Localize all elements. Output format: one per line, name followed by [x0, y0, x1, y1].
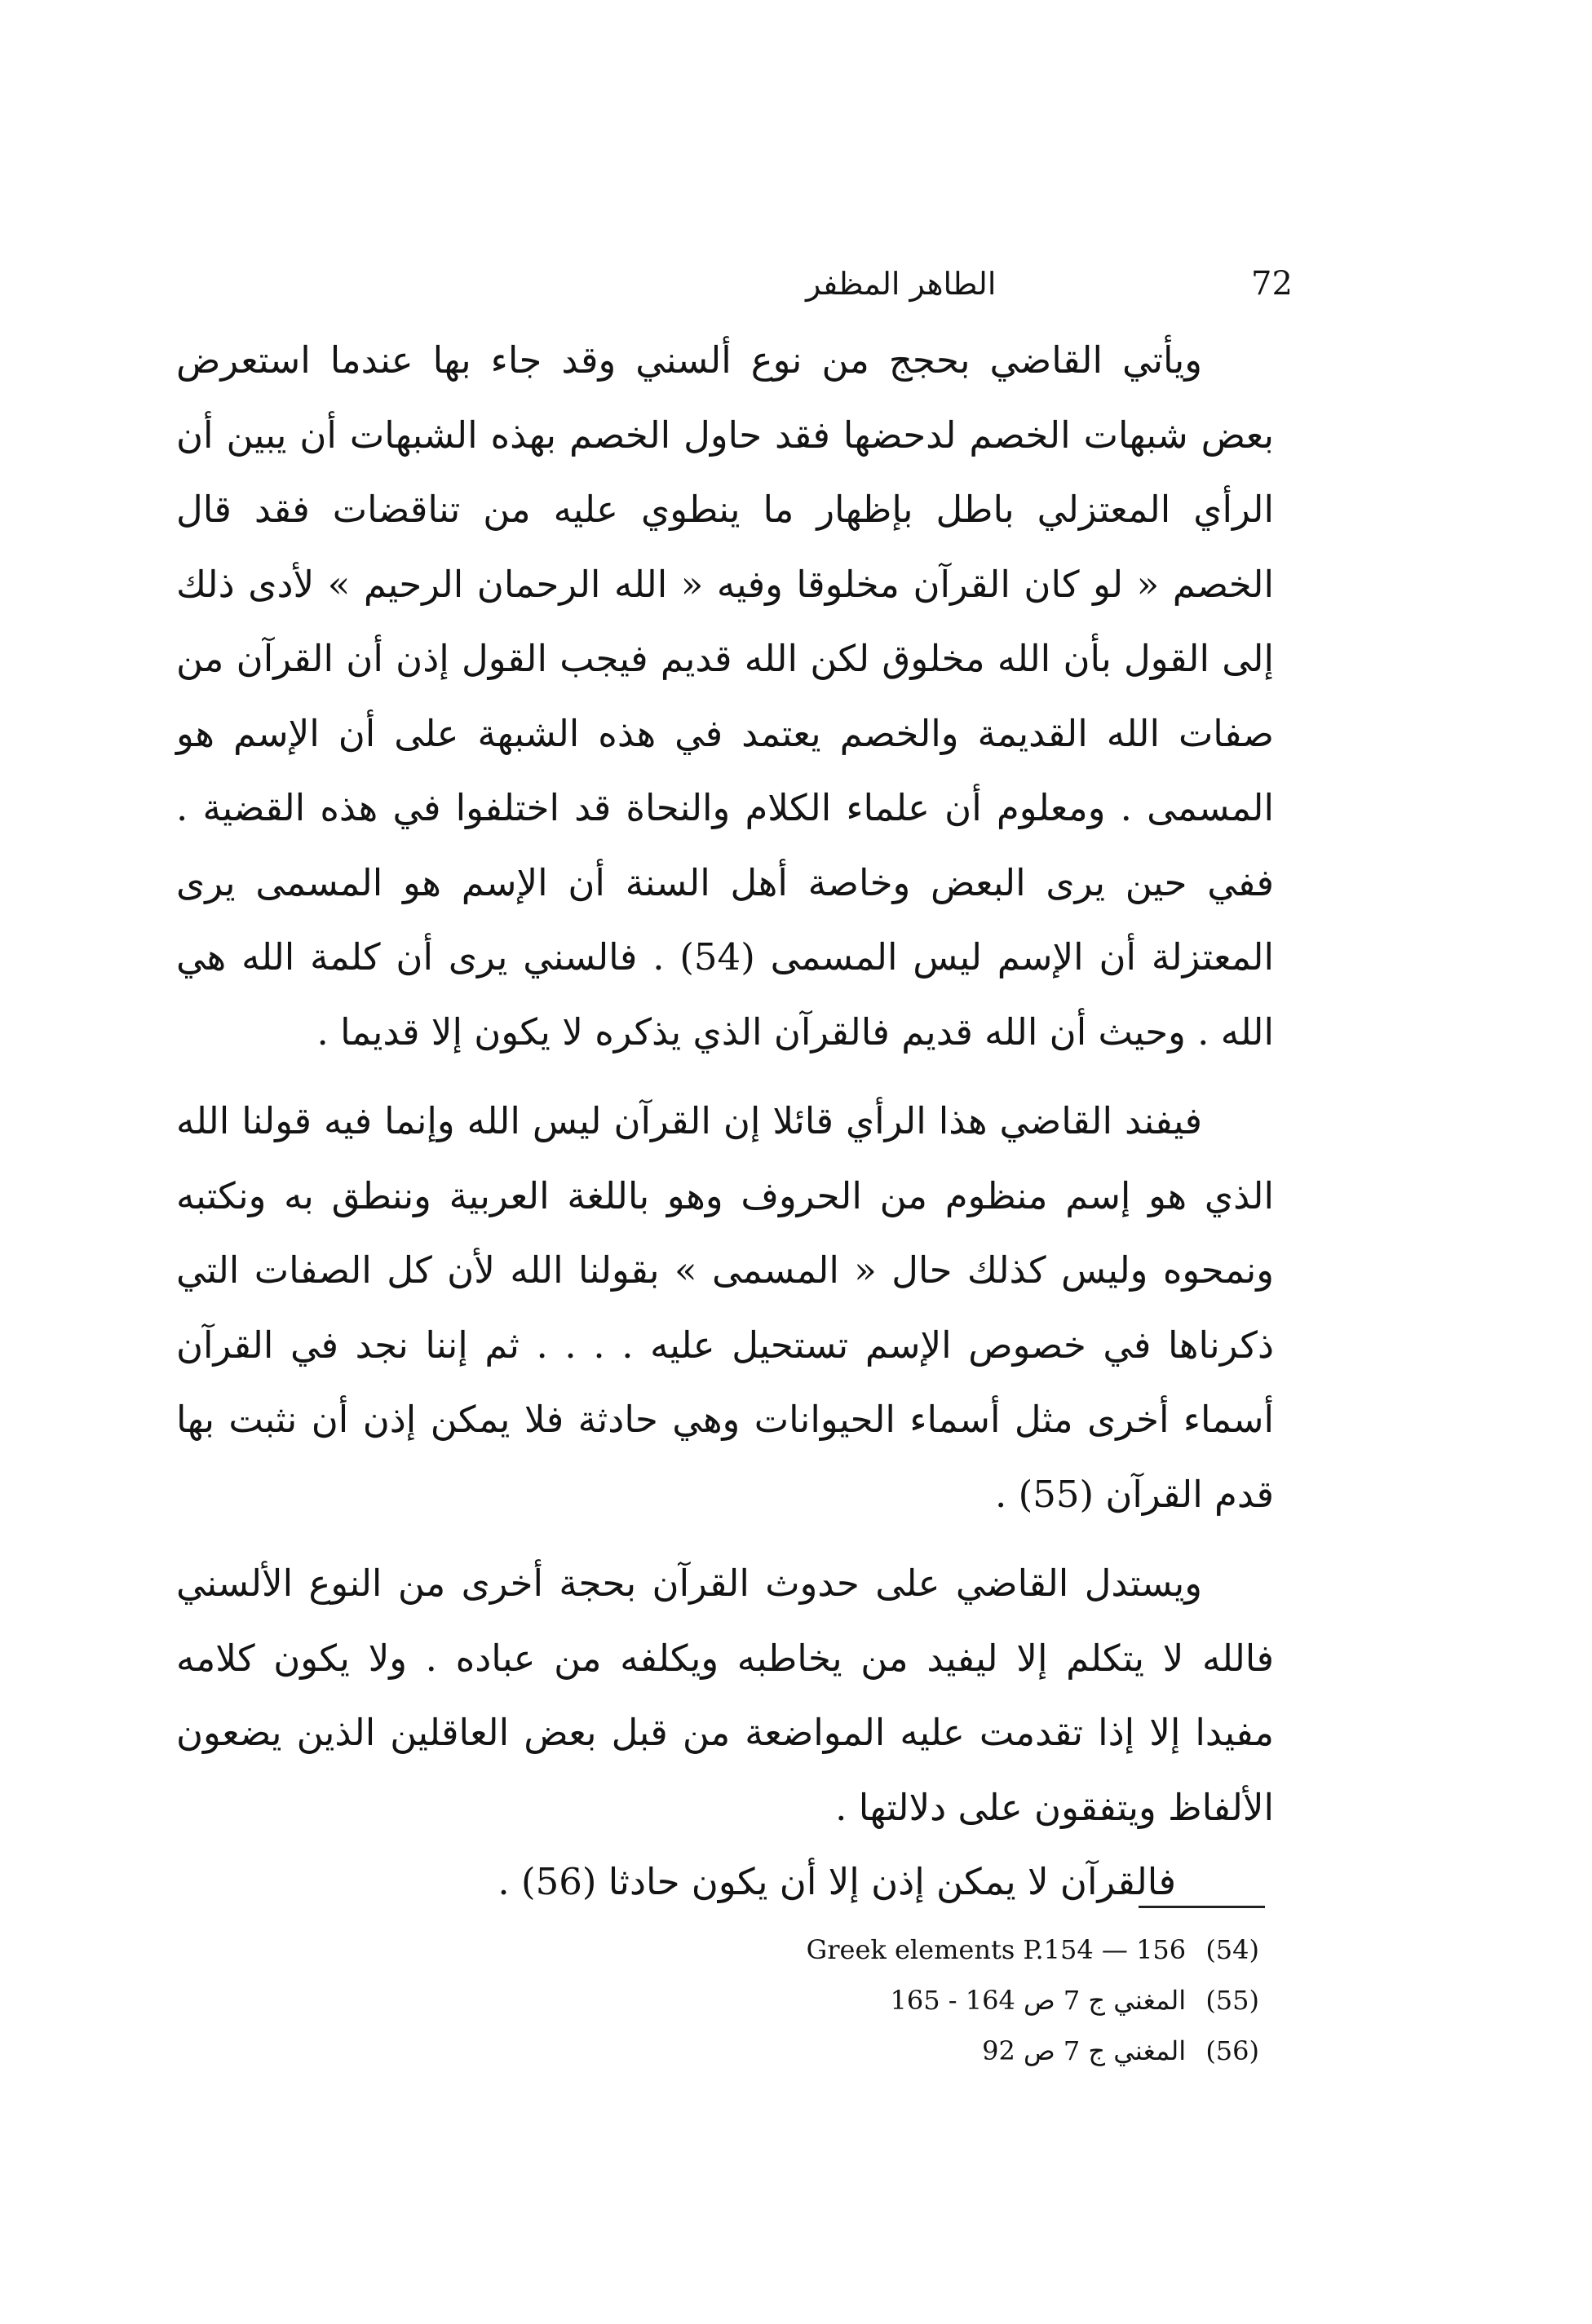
- page-number: 72: [1251, 265, 1293, 303]
- footnote-number: (56): [1205, 2035, 1259, 2066]
- paragraph: ويأتي القاضي بحجج من نوع ألسني وقد جاء بها عندما استعرض بعض شبهات الخصم لدحضها فقد حاول الخصم بهذه الشبهات أن يبين أن الرأي المعتزلي باطل بإظهار ما ينطوي عليه من تناقضات فقد قال الخصم « لو كان القرآن مخلوقا وفيه « الله الرحمان الرحيم » لأدى ذلك إلى القول بأن الله مخلوق لكن الله قديم فيجب القول إذن أن القرآن من صفات الله القديمة والخصم يعتمد في هذه الشبهة على أن الإسم هو المسمى . ومعلوم أن علماء الكلام والنحاة قد اختلفوا في هذه القضية . ففي حين يرى البعض وخاصة أهل السنة أن الإسم هو المسمى يرى المعتزلة أن الإسم ليس المسمى (54) . فالسني يرى أن كلمة الله هي الله . وحيث أن الله قديم فالقرآن الذي يذكره لا يكون إلا قديما .: [176, 338, 1275, 1054]
- paragraph: ويستدل القاضي على حدوث القرآن بحجة أخرى من النوع الألسني فالله لا يتكلم إلا ليفيد من يخاطبه ويكلفه من عباده . ولا يكون كلامه مفيدا إلا إذا تقدمت عليه المواضعة من قبل بعض العاقلين الذين يضعون الألفاظ ويتفقون على دلالتها .: [176, 1562, 1274, 1829]
- footnote-text: المغني ج 7 ص 92: [982, 2035, 1187, 2066]
- footnote: [783, 1975, 1259, 2026]
- footnote-number: (54): [1205, 1934, 1259, 1965]
- footnote-separator: [1139, 1906, 1265, 1908]
- footnote: [783, 2026, 1259, 2076]
- body-text: [176, 323, 1274, 1920]
- footnote-number: (55): [1205, 1985, 1259, 2016]
- footnote-text: المغني ج 7 ص 164 - 165: [890, 1985, 1187, 2016]
- footnote-text: Greek elements P.154 — 156: [806, 1934, 1187, 1965]
- footnotes: [783, 1924, 1259, 2076]
- running-head: [178, 259, 1293, 308]
- paragraph: فيفند القاضي هذا الرأي قائلا إن القرآن ليس الله وإنما فيه قولنا الله الذي هو إسم منظوم من الحروف وهو باللغة العربية وننطق به ونكتبه ونمحوه وليس كذلك حال « المسمى » بقولنا الله لأن كل الصفات التي ذكرناها في خصوص الإسم تستحيل عليه . . . . ثم إننا نجد في القرآن أسماء أخرى مثل أسماء الحيوانات وهي حادثة فلا يمكن إذن أن نثبت بها قدم القرآن (55) .: [176, 1099, 1274, 1516]
- running-title: الطاهر المظفر: [806, 266, 997, 302]
- footnote: [783, 1924, 1259, 1975]
- paragraph: فالقرآن لا يمكن إذن إلا أن يكون حادثا (56) .: [498, 1860, 1176, 1903]
